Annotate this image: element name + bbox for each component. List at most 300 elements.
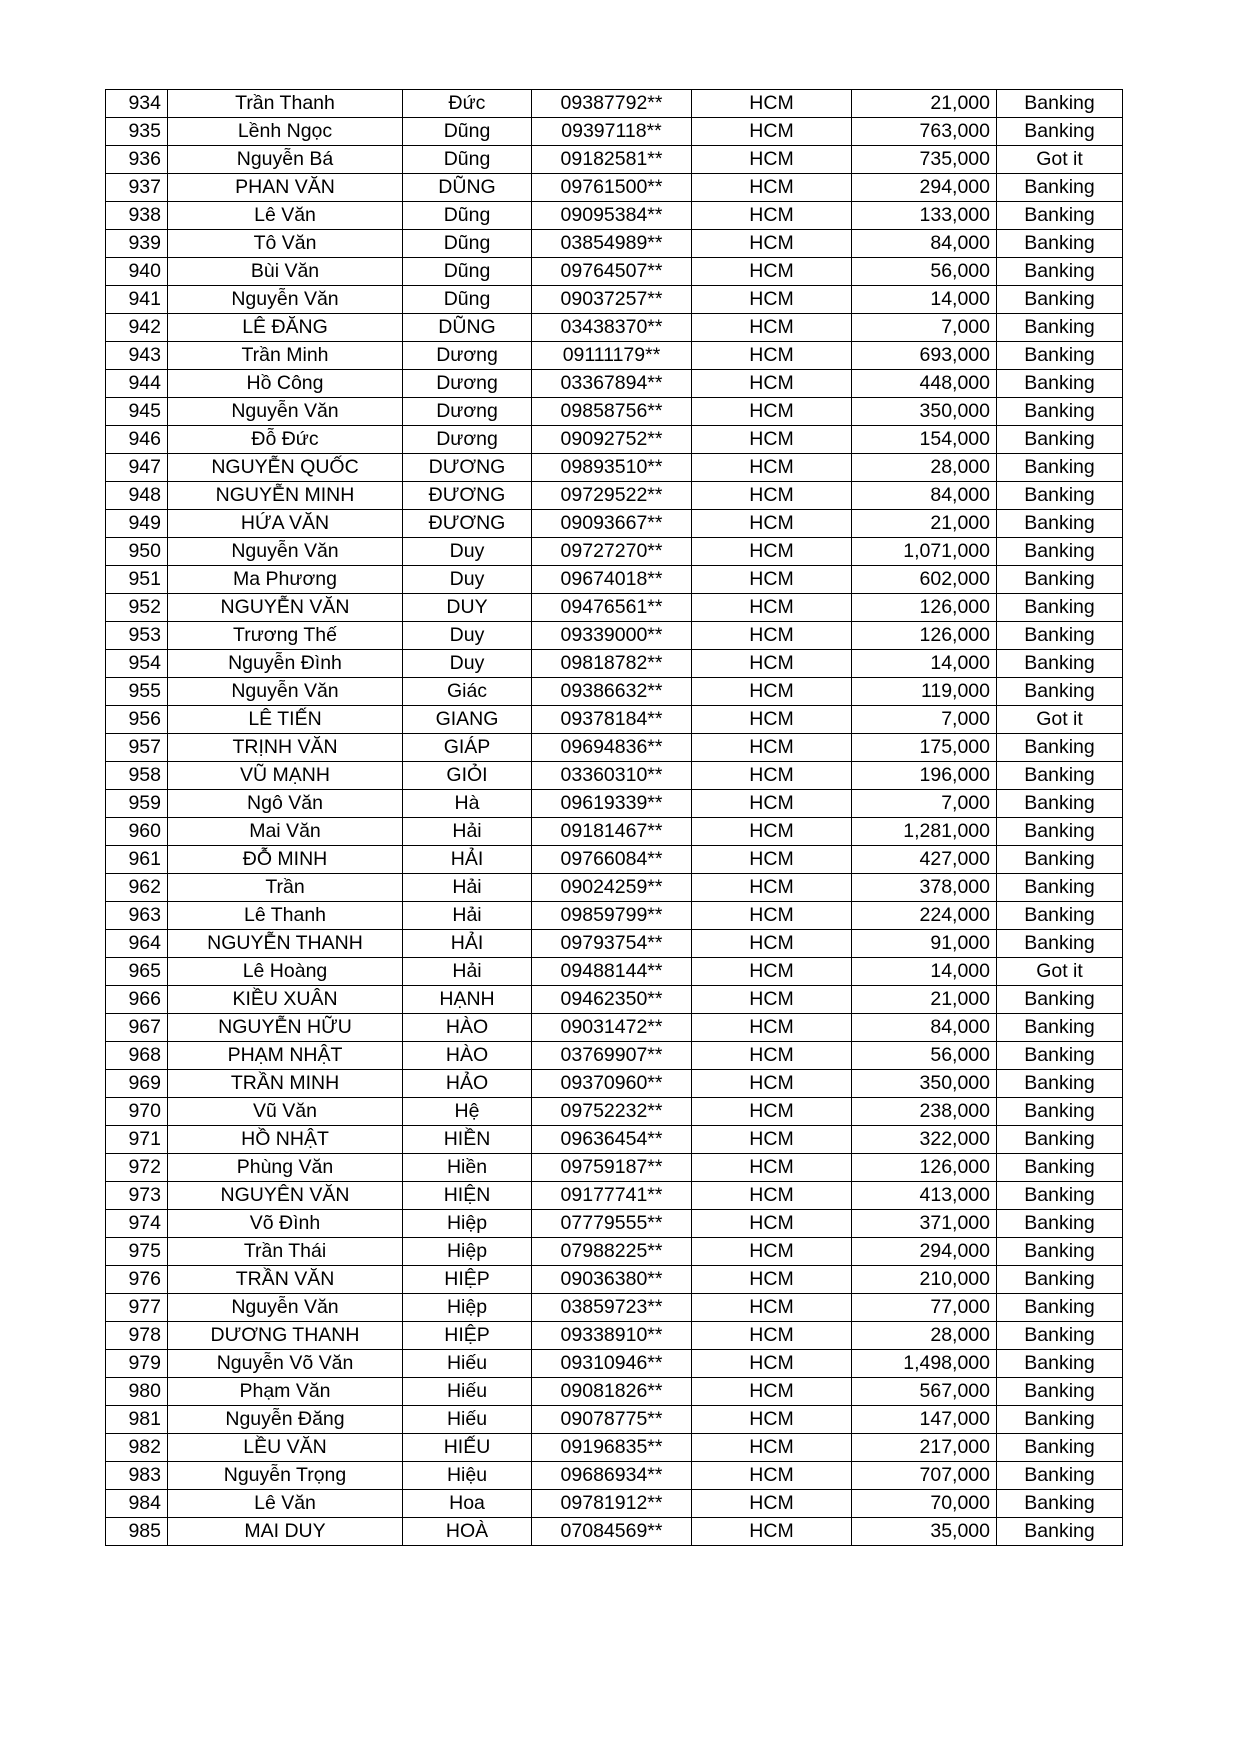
phone-number-cell: 09078775** <box>532 1406 692 1434</box>
table-row <box>106 650 1123 678</box>
surname-middle-name-cell: Nguyễn Văn <box>168 538 403 566</box>
amount-cell: 84,000 <box>852 230 997 258</box>
payment-method-cell: Banking <box>997 1434 1123 1462</box>
row-number-cell: 937 <box>106 174 168 202</box>
surname-middle-name-cell: Nguyễn Văn <box>168 286 403 314</box>
surname-middle-name-cell: Bùi Văn <box>168 258 403 286</box>
phone-number-cell: 09092752** <box>532 426 692 454</box>
given-name-cell: Hệ <box>403 1098 532 1126</box>
payment-method-cell: Banking <box>997 1014 1123 1042</box>
surname-middle-name-cell: Nguyễn Văn <box>168 678 403 706</box>
amount-cell: 350,000 <box>852 398 997 426</box>
surname-middle-name-cell: Nguyễn Văn <box>168 1294 403 1322</box>
amount-cell: 126,000 <box>852 594 997 622</box>
payment-method-cell: Banking <box>997 650 1123 678</box>
surname-middle-name-cell: HỒ NHẬT <box>168 1126 403 1154</box>
amount-cell: 84,000 <box>852 1014 997 1042</box>
region-cell: HCM <box>692 146 852 174</box>
payment-method-cell: Banking <box>997 1126 1123 1154</box>
given-name-cell: Dương <box>403 342 532 370</box>
region-cell: HCM <box>692 230 852 258</box>
amount-cell: 567,000 <box>852 1378 997 1406</box>
amount-cell: 707,000 <box>852 1462 997 1490</box>
amount-cell: 154,000 <box>852 426 997 454</box>
phone-number-cell: 09339000** <box>532 622 692 650</box>
surname-middle-name-cell: MAI DUY <box>168 1518 403 1546</box>
region-cell: HCM <box>692 1126 852 1154</box>
given-name-cell: Hải <box>403 874 532 902</box>
table-row <box>106 202 1123 230</box>
region-cell: HCM <box>692 594 852 622</box>
given-name-cell: Hiệu <box>403 1462 532 1490</box>
row-number-cell: 941 <box>106 286 168 314</box>
row-number-cell: 961 <box>106 846 168 874</box>
row-number-cell: 944 <box>106 370 168 398</box>
phone-number-cell: 09818782** <box>532 650 692 678</box>
amount-cell: 602,000 <box>852 566 997 594</box>
phone-number-cell: 03854989** <box>532 230 692 258</box>
phone-number-cell: 09488144** <box>532 958 692 986</box>
row-number-cell: 976 <box>106 1266 168 1294</box>
table-row <box>106 342 1123 370</box>
given-name-cell: HIỆP <box>403 1266 532 1294</box>
table-row <box>106 734 1123 762</box>
region-cell: HCM <box>692 1350 852 1378</box>
phone-number-cell: 09036380** <box>532 1266 692 1294</box>
region-cell: HCM <box>692 510 852 538</box>
region-cell: HCM <box>692 1378 852 1406</box>
surname-middle-name-cell: Phạm Văn <box>168 1378 403 1406</box>
given-name-cell: HIẾU <box>403 1434 532 1462</box>
surname-middle-name-cell: Trần Thái <box>168 1238 403 1266</box>
given-name-cell: DŨNG <box>403 174 532 202</box>
payment-method-cell: Banking <box>997 202 1123 230</box>
given-name-cell: Hoa <box>403 1490 532 1518</box>
row-number-cell: 936 <box>106 146 168 174</box>
amount-cell: 21,000 <box>852 986 997 1014</box>
region-cell: HCM <box>692 650 852 678</box>
table-row <box>106 1238 1123 1266</box>
amount-cell: 70,000 <box>852 1490 997 1518</box>
table-row <box>106 902 1123 930</box>
payment-method-cell: Banking <box>997 286 1123 314</box>
amount-cell: 147,000 <box>852 1406 997 1434</box>
amount-cell: 735,000 <box>852 146 997 174</box>
table-row <box>106 930 1123 958</box>
region-cell: HCM <box>692 622 852 650</box>
phone-number-cell: 09196835** <box>532 1434 692 1462</box>
given-name-cell: Giác <box>403 678 532 706</box>
row-number-cell: 983 <box>106 1462 168 1490</box>
phone-number-cell: 09177741** <box>532 1182 692 1210</box>
surname-middle-name-cell: Lê Văn <box>168 202 403 230</box>
row-number-cell: 950 <box>106 538 168 566</box>
region-cell: HCM <box>692 1490 852 1518</box>
row-number-cell: 975 <box>106 1238 168 1266</box>
region-cell: HCM <box>692 342 852 370</box>
amount-cell: 196,000 <box>852 762 997 790</box>
row-number-cell: 962 <box>106 874 168 902</box>
phone-number-cell: 09111179** <box>532 342 692 370</box>
payment-method-cell: Banking <box>997 230 1123 258</box>
region-cell: HCM <box>692 202 852 230</box>
row-number-cell: 968 <box>106 1042 168 1070</box>
table-row <box>106 426 1123 454</box>
amount-cell: 210,000 <box>852 1266 997 1294</box>
phone-number-cell: 09386632** <box>532 678 692 706</box>
phone-number-cell: 09093667** <box>532 510 692 538</box>
row-number-cell: 949 <box>106 510 168 538</box>
amount-cell: 448,000 <box>852 370 997 398</box>
table-body <box>106 90 1123 1546</box>
row-number-cell: 971 <box>106 1126 168 1154</box>
surname-middle-name-cell: LÊ TIẾN <box>168 706 403 734</box>
region-cell: HCM <box>692 678 852 706</box>
payment-method-cell: Banking <box>997 1490 1123 1518</box>
region-cell: HCM <box>692 1042 852 1070</box>
given-name-cell: DƯƠNG <box>403 454 532 482</box>
payment-method-cell: Banking <box>997 930 1123 958</box>
phone-number-cell: 09397118** <box>532 118 692 146</box>
given-name-cell: Dũng <box>403 146 532 174</box>
amount-cell: 350,000 <box>852 1070 997 1098</box>
given-name-cell: Dương <box>403 398 532 426</box>
payment-method-cell: Banking <box>997 594 1123 622</box>
payment-method-cell: Banking <box>997 874 1123 902</box>
phone-number-cell: 09764507** <box>532 258 692 286</box>
row-number-cell: 935 <box>106 118 168 146</box>
given-name-cell: ĐƯƠNG <box>403 482 532 510</box>
phone-number-cell: 03859723** <box>532 1294 692 1322</box>
given-name-cell: Đức <box>403 90 532 118</box>
phone-number-cell: 09182581** <box>532 146 692 174</box>
payment-method-cell: Banking <box>997 1070 1123 1098</box>
amount-cell: 56,000 <box>852 1042 997 1070</box>
table-row <box>106 1434 1123 1462</box>
surname-middle-name-cell: NGUYỄN QUỐC <box>168 454 403 482</box>
surname-middle-name-cell: Nguyễn Văn <box>168 398 403 426</box>
amount-cell: 21,000 <box>852 90 997 118</box>
row-number-cell: 982 <box>106 1434 168 1462</box>
surname-middle-name-cell: NGUYỄN MINH <box>168 482 403 510</box>
table-row <box>106 1042 1123 1070</box>
payment-method-cell: Banking <box>997 454 1123 482</box>
payment-method-cell: Banking <box>997 370 1123 398</box>
amount-cell: 7,000 <box>852 706 997 734</box>
surname-middle-name-cell: Phùng Văn <box>168 1154 403 1182</box>
table-row <box>106 454 1123 482</box>
phone-number-cell: 09674018** <box>532 566 692 594</box>
region-cell: HCM <box>692 314 852 342</box>
given-name-cell: HIỆN <box>403 1182 532 1210</box>
amount-cell: 56,000 <box>852 258 997 286</box>
payment-method-cell: Banking <box>997 342 1123 370</box>
region-cell: HCM <box>692 846 852 874</box>
given-name-cell: HẠNH <box>403 986 532 1014</box>
region-cell: HCM <box>692 1294 852 1322</box>
surname-middle-name-cell: Lê Văn <box>168 1490 403 1518</box>
amount-cell: 763,000 <box>852 118 997 146</box>
phone-number-cell: 09310946** <box>532 1350 692 1378</box>
payment-method-cell: Banking <box>997 1098 1123 1126</box>
region-cell: HCM <box>692 986 852 1014</box>
row-number-cell: 948 <box>106 482 168 510</box>
region-cell: HCM <box>692 902 852 930</box>
region-cell: HCM <box>692 1462 852 1490</box>
region-cell: HCM <box>692 1238 852 1266</box>
payment-method-cell: Banking <box>997 986 1123 1014</box>
row-number-cell: 951 <box>106 566 168 594</box>
amount-cell: 126,000 <box>852 622 997 650</box>
payment-method-cell: Banking <box>997 566 1123 594</box>
region-cell: HCM <box>692 1098 852 1126</box>
table-row <box>106 146 1123 174</box>
row-number-cell: 954 <box>106 650 168 678</box>
payment-method-cell: Banking <box>997 1406 1123 1434</box>
amount-cell: 1,498,000 <box>852 1350 997 1378</box>
region-cell: HCM <box>692 706 852 734</box>
given-name-cell: HẢI <box>403 930 532 958</box>
region-cell: HCM <box>692 734 852 762</box>
region-cell: HCM <box>692 1518 852 1546</box>
region-cell: HCM <box>692 426 852 454</box>
payment-method-cell: Banking <box>997 1266 1123 1294</box>
amount-cell: 91,000 <box>852 930 997 958</box>
phone-number-cell: 09766084** <box>532 846 692 874</box>
amount-cell: 413,000 <box>852 1182 997 1210</box>
phone-number-cell: 09037257** <box>532 286 692 314</box>
region-cell: HCM <box>692 1070 852 1098</box>
amount-cell: 1,071,000 <box>852 538 997 566</box>
row-number-cell: 945 <box>106 398 168 426</box>
table-row <box>106 1350 1123 1378</box>
phone-number-cell: 03438370** <box>532 314 692 342</box>
region-cell: HCM <box>692 398 852 426</box>
phone-number-cell: 09752232** <box>532 1098 692 1126</box>
region-cell: HCM <box>692 1014 852 1042</box>
surname-middle-name-cell: Tô Văn <box>168 230 403 258</box>
row-number-cell: 980 <box>106 1378 168 1406</box>
table-row <box>106 846 1123 874</box>
row-number-cell: 943 <box>106 342 168 370</box>
table-row <box>106 594 1123 622</box>
amount-cell: 378,000 <box>852 874 997 902</box>
phone-number-cell: 09636454** <box>532 1126 692 1154</box>
surname-middle-name-cell: Trần Thanh <box>168 90 403 118</box>
given-name-cell: Hiếu <box>403 1406 532 1434</box>
surname-middle-name-cell: Ma Phương <box>168 566 403 594</box>
table-row <box>106 566 1123 594</box>
surname-middle-name-cell: HỨA VĂN <box>168 510 403 538</box>
region-cell: HCM <box>692 566 852 594</box>
given-name-cell: GIỎI <box>403 762 532 790</box>
amount-cell: 21,000 <box>852 510 997 538</box>
row-number-cell: 978 <box>106 1322 168 1350</box>
row-number-cell: 963 <box>106 902 168 930</box>
surname-middle-name-cell: Mai Văn <box>168 818 403 846</box>
phone-number-cell: 03367894** <box>532 370 692 398</box>
region-cell: HCM <box>692 370 852 398</box>
region-cell: HCM <box>692 1266 852 1294</box>
table-row <box>106 1014 1123 1042</box>
surname-middle-name-cell: Hồ Công <box>168 370 403 398</box>
row-number-cell: 967 <box>106 1014 168 1042</box>
surname-middle-name-cell: Trần <box>168 874 403 902</box>
surname-middle-name-cell: Trương Thế <box>168 622 403 650</box>
phone-number-cell: 09387792** <box>532 90 692 118</box>
given-name-cell: HẢO <box>403 1070 532 1098</box>
table-row <box>106 790 1123 818</box>
phone-number-cell: 09793754** <box>532 930 692 958</box>
region-cell: HCM <box>692 1210 852 1238</box>
row-number-cell: 973 <box>106 1182 168 1210</box>
table-row <box>106 1490 1123 1518</box>
given-name-cell: Dũng <box>403 230 532 258</box>
surname-middle-name-cell: Lê Thanh <box>168 902 403 930</box>
given-name-cell: Hiệp <box>403 1210 532 1238</box>
phone-number-cell: 09893510** <box>532 454 692 482</box>
table-row <box>106 398 1123 426</box>
payment-method-cell: Banking <box>997 734 1123 762</box>
surname-middle-name-cell: Trần Minh <box>168 342 403 370</box>
region-cell: HCM <box>692 118 852 146</box>
amount-cell: 28,000 <box>852 1322 997 1350</box>
region-cell: HCM <box>692 818 852 846</box>
amount-cell: 84,000 <box>852 482 997 510</box>
amount-cell: 126,000 <box>852 1154 997 1182</box>
amount-cell: 217,000 <box>852 1434 997 1462</box>
payment-method-cell: Banking <box>997 510 1123 538</box>
table-row <box>106 874 1123 902</box>
payment-method-cell: Banking <box>997 1322 1123 1350</box>
phone-number-cell: 09378184** <box>532 706 692 734</box>
region-cell: HCM <box>692 90 852 118</box>
payment-method-cell: Banking <box>997 1462 1123 1490</box>
region-cell: HCM <box>692 762 852 790</box>
payment-method-cell: Banking <box>997 1210 1123 1238</box>
phone-number-cell: 09859799** <box>532 902 692 930</box>
region-cell: HCM <box>692 1322 852 1350</box>
amount-cell: 175,000 <box>852 734 997 762</box>
phone-number-cell: 09081826** <box>532 1378 692 1406</box>
row-number-cell: 947 <box>106 454 168 482</box>
table-row <box>106 1182 1123 1210</box>
payment-method-cell: Banking <box>997 482 1123 510</box>
row-number-cell: 979 <box>106 1350 168 1378</box>
phone-number-cell: 09338910** <box>532 1322 692 1350</box>
amount-cell: 28,000 <box>852 454 997 482</box>
row-number-cell: 942 <box>106 314 168 342</box>
row-number-cell: 938 <box>106 202 168 230</box>
phone-number-cell: 07779555** <box>532 1210 692 1238</box>
table-row <box>106 1294 1123 1322</box>
amount-cell: 7,000 <box>852 790 997 818</box>
amount-cell: 35,000 <box>852 1518 997 1546</box>
phone-number-cell: 09462350** <box>532 986 692 1014</box>
table-row <box>106 1098 1123 1126</box>
table-row <box>106 1210 1123 1238</box>
surname-middle-name-cell: VŨ MẠNH <box>168 762 403 790</box>
given-name-cell: Duy <box>403 566 532 594</box>
amount-cell: 77,000 <box>852 1294 997 1322</box>
region-cell: HCM <box>692 482 852 510</box>
row-number-cell: 960 <box>106 818 168 846</box>
payment-method-cell: Banking <box>997 818 1123 846</box>
surname-middle-name-cell: Đỗ Đức <box>168 426 403 454</box>
payment-method-cell: Banking <box>997 1294 1123 1322</box>
amount-cell: 294,000 <box>852 1238 997 1266</box>
row-number-cell: 934 <box>106 90 168 118</box>
given-name-cell: DUY <box>403 594 532 622</box>
payment-method-cell: Banking <box>997 1154 1123 1182</box>
row-number-cell: 959 <box>106 790 168 818</box>
row-number-cell: 940 <box>106 258 168 286</box>
surname-middle-name-cell: Nguyễn Võ Văn <box>168 1350 403 1378</box>
surname-middle-name-cell: LỀU VĂN <box>168 1434 403 1462</box>
given-name-cell: Dương <box>403 370 532 398</box>
given-name-cell: GIANG <box>403 706 532 734</box>
surname-middle-name-cell: Vũ Văn <box>168 1098 403 1126</box>
surname-middle-name-cell: LÊ ĐĂNG <box>168 314 403 342</box>
given-name-cell: Dũng <box>403 202 532 230</box>
surname-middle-name-cell: NGUYỄN VĂN <box>168 594 403 622</box>
region-cell: HCM <box>692 454 852 482</box>
given-name-cell: HÀO <box>403 1042 532 1070</box>
surname-middle-name-cell: Nguyễn Trọng <box>168 1462 403 1490</box>
payment-method-cell: Banking <box>997 258 1123 286</box>
region-cell: HCM <box>692 1154 852 1182</box>
region-cell: HCM <box>692 538 852 566</box>
payment-method-cell: Banking <box>997 90 1123 118</box>
table-row <box>106 118 1123 146</box>
payment-method-cell: Banking <box>997 398 1123 426</box>
payment-method-cell: Banking <box>997 902 1123 930</box>
table-row <box>106 1070 1123 1098</box>
amount-cell: 14,000 <box>852 650 997 678</box>
surname-middle-name-cell: PHẠM NHẬT <box>168 1042 403 1070</box>
given-name-cell: Hiệp <box>403 1238 532 1266</box>
amount-cell: 322,000 <box>852 1126 997 1154</box>
given-name-cell: DŨNG <box>403 314 532 342</box>
region-cell: HCM <box>692 258 852 286</box>
table-row <box>106 1126 1123 1154</box>
given-name-cell: Dương <box>403 426 532 454</box>
amount-cell: 693,000 <box>852 342 997 370</box>
given-name-cell: Dũng <box>403 118 532 146</box>
table-row <box>106 818 1123 846</box>
amount-cell: 224,000 <box>852 902 997 930</box>
surname-middle-name-cell: PHAN VĂN <box>168 174 403 202</box>
payment-method-cell: Banking <box>997 1378 1123 1406</box>
surname-middle-name-cell: Lê Hoàng <box>168 958 403 986</box>
payment-method-cell: Banking <box>997 426 1123 454</box>
row-number-cell: 966 <box>106 986 168 1014</box>
row-number-cell: 977 <box>106 1294 168 1322</box>
surname-middle-name-cell: Ngô Văn <box>168 790 403 818</box>
row-number-cell: 965 <box>106 958 168 986</box>
surname-middle-name-cell: Võ Đình <box>168 1210 403 1238</box>
given-name-cell: Hiếu <box>403 1350 532 1378</box>
table-row <box>106 678 1123 706</box>
payment-method-cell: Banking <box>997 622 1123 650</box>
phone-number-cell: 09031472** <box>532 1014 692 1042</box>
surname-middle-name-cell: NGUYÊN VĂN <box>168 1182 403 1210</box>
table-row <box>106 622 1123 650</box>
row-number-cell: 970 <box>106 1098 168 1126</box>
row-number-cell: 964 <box>106 930 168 958</box>
amount-cell: 119,000 <box>852 678 997 706</box>
phone-number-cell: 09686934** <box>532 1462 692 1490</box>
